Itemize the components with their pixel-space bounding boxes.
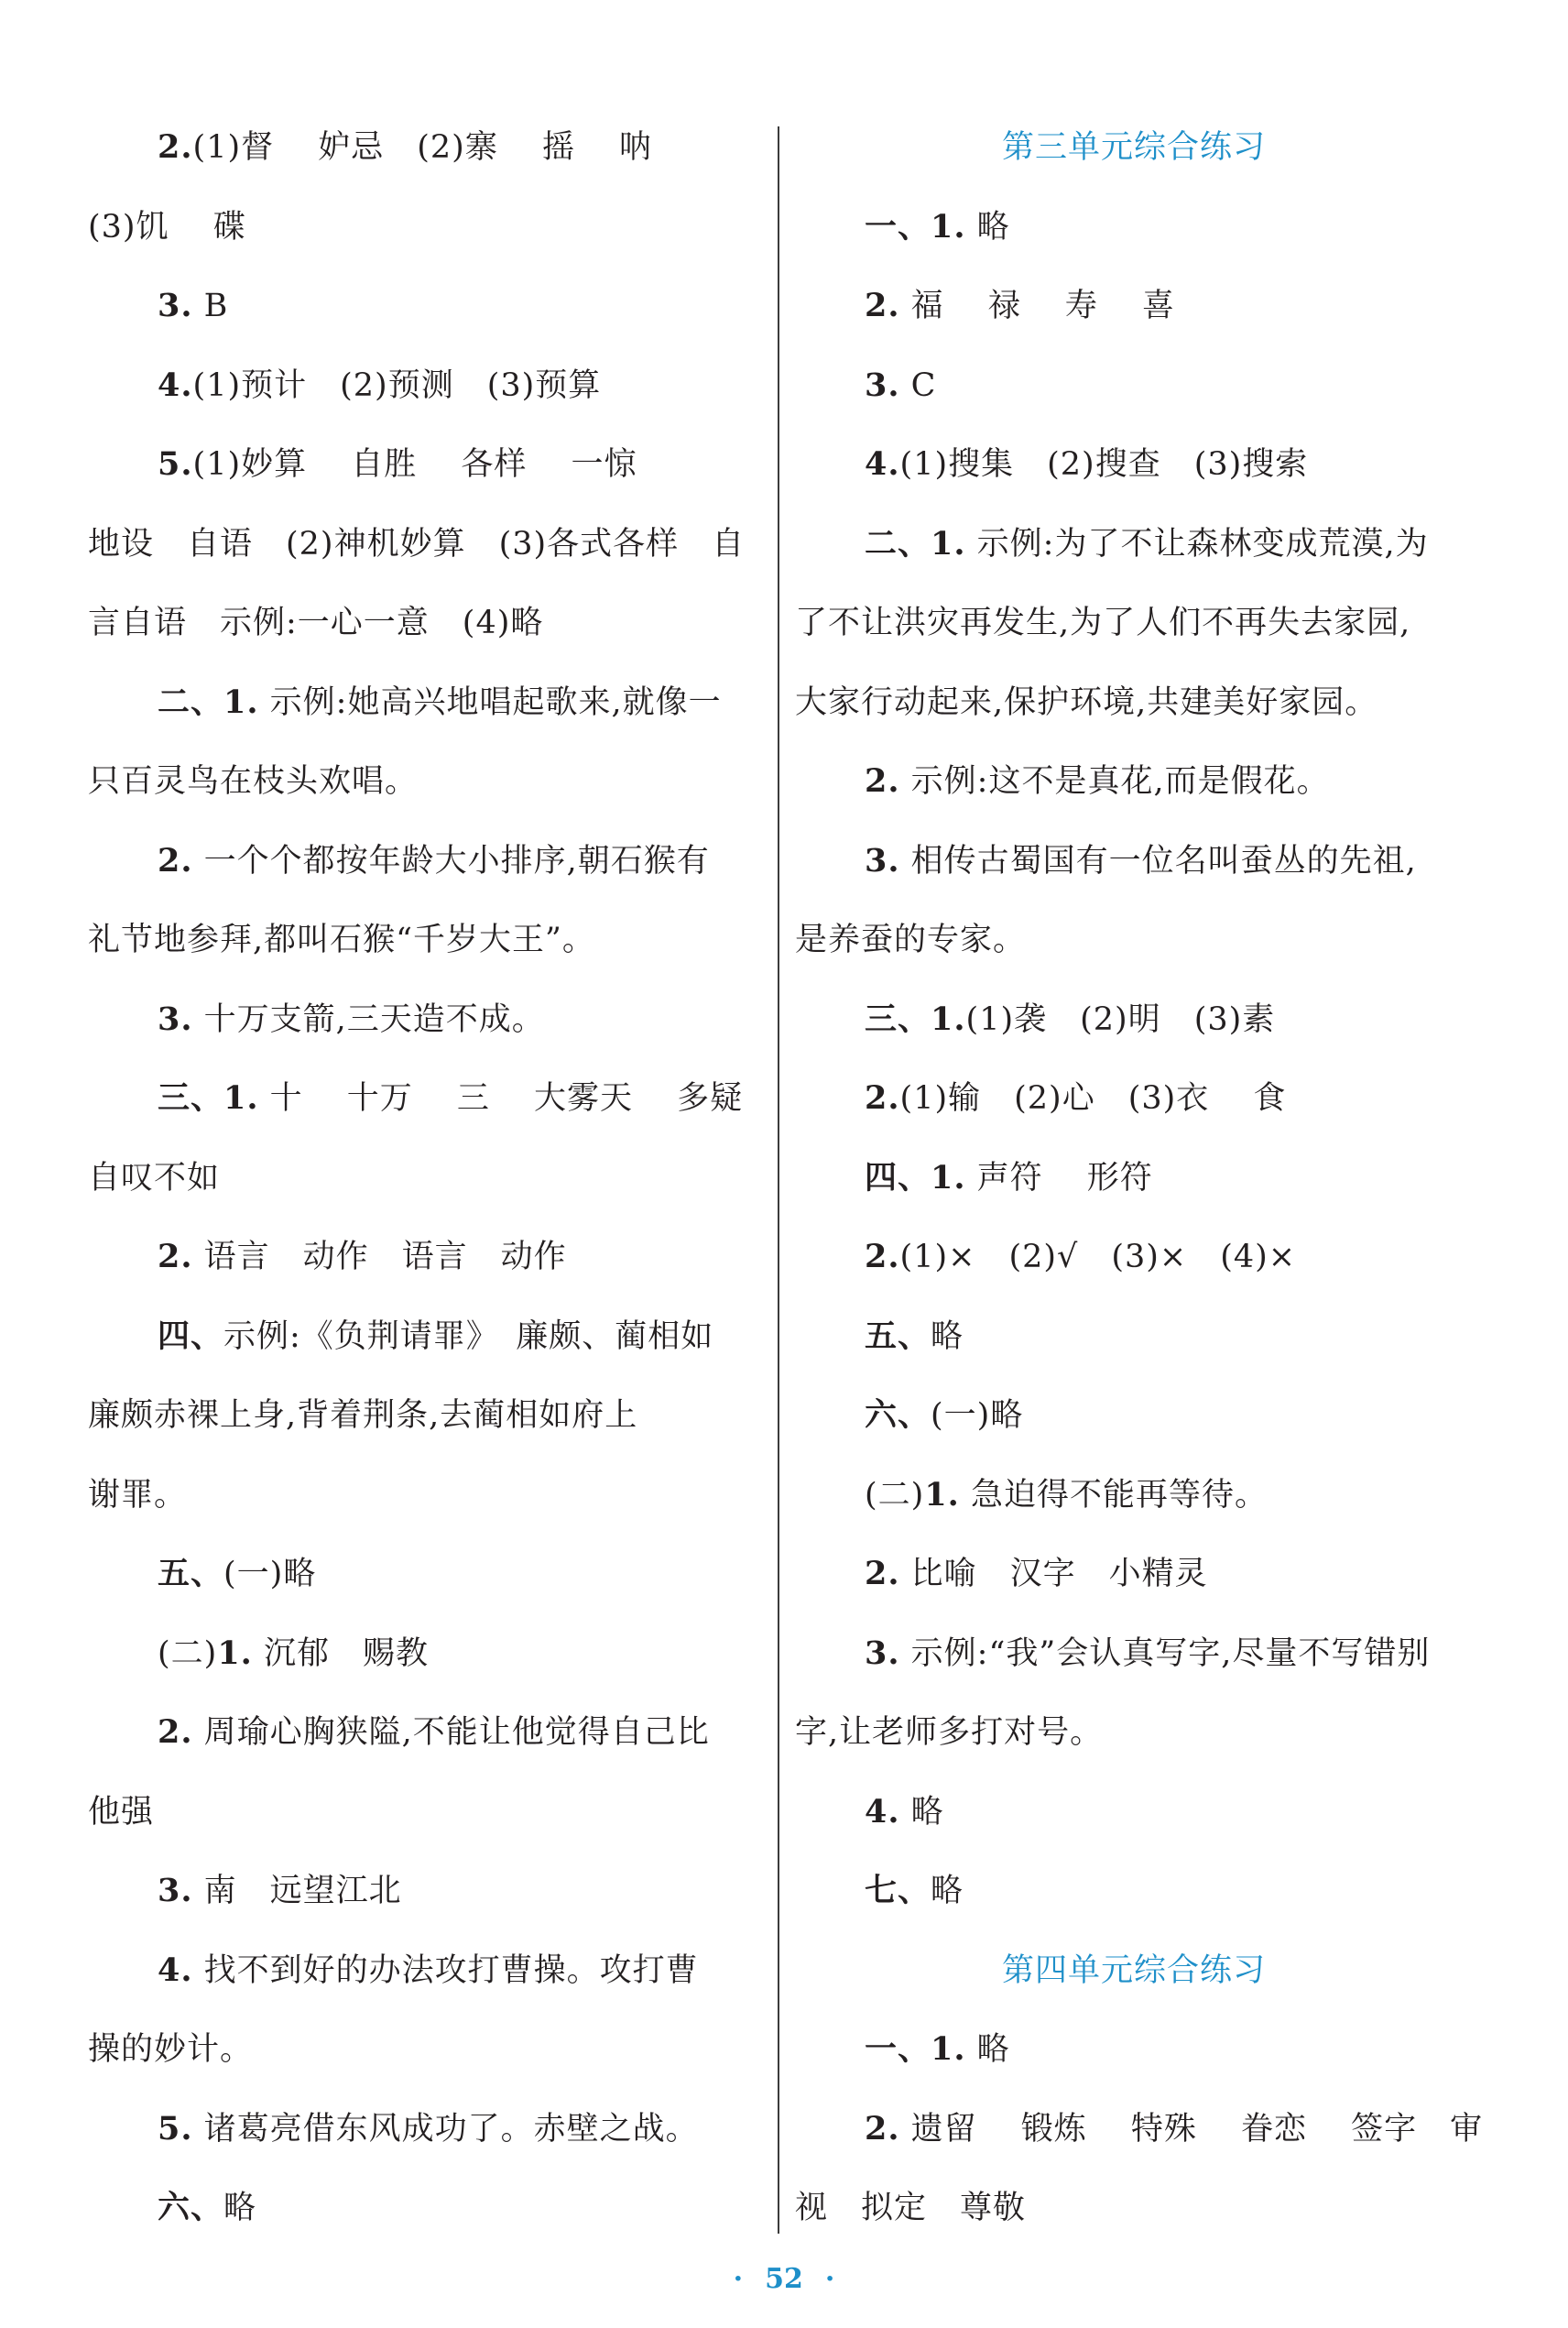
item-number: 四、 [158,1317,224,1355]
answer-text: 谢罪。 [88,1476,188,1514]
answer-text: 诸葛亮借东风成功了。赤壁之战。 [192,2110,699,2148]
item-number: 3. [865,366,900,404]
answer-line [88,663,766,743]
item-number: 4. [865,445,900,483]
answer-text: 一个个都按年龄大小排序,朝石猴有 [192,842,710,880]
item-number: 六、 [865,1396,931,1434]
item-number: 2. [158,128,193,166]
answer-line [795,346,1473,426]
column-divider [778,126,779,2234]
answer-text: 沉郁 赐教 [252,1634,429,1672]
answer-line [88,901,766,980]
answer-text: (1)搜集 (2)搜查 (3)搜索 [899,446,1309,483]
answer-text: 略 [223,2190,257,2226]
answer-text: 是养蚕的专家。 [795,922,1027,958]
answer-text: (1)袭 (2)明 (3)素 [965,1000,1276,1038]
answer-line [795,980,1473,1060]
answer-text: 示例:她高兴地唱起歌来,就像一 [258,683,722,721]
section-heading: 第三单元综合练习 [1001,129,1266,166]
answer-text: 操的妙计。 [88,2031,254,2068]
answer-line [88,980,766,1060]
item-number: 1. [217,1634,253,1672]
item-number: 1. [924,1475,960,1514]
answer-line [88,267,766,346]
answer-line [88,1218,766,1297]
answer-text: 言自语 示例:一心一意 (4)略 [88,605,544,641]
answer-line [88,1535,766,1614]
answer-line [88,584,766,663]
answer-text: 十 十万 三 大雾天 多疑 [258,1080,744,1117]
answer-text: 字,让老师多打对号。 [795,1714,1104,1751]
answer-text: 略 [899,1793,944,1831]
item-number: 3. [158,1000,193,1038]
answer-line [795,188,1473,268]
answer-line [795,1693,1473,1773]
answer-line [88,505,766,585]
answer-line [88,108,766,188]
left-column [88,108,766,2248]
answer-text: 略 [965,2031,1010,2068]
answer-line [795,267,1473,346]
answer-line [795,425,1473,505]
answer-line [795,1773,1473,1853]
item-number: 一、1. [865,2030,966,2068]
answer-line [88,1456,766,1536]
item-number: 3. [158,1872,193,1909]
answer-text: (二) [865,1476,925,1514]
item-number: 六、 [158,2189,224,2226]
answer-line [88,346,766,426]
answer-text: 周瑜心胸狭隘,不能让他觉得自己比 [192,1714,710,1751]
item-number: 3. [865,841,900,880]
answer-line [795,822,1473,902]
answer-line [795,742,1473,822]
answer-text: B [192,288,229,324]
answer-text: 大家行动起来,保护环境,共建美好家园。 [795,683,1378,721]
answer-text: 急迫得不能再等待。 [959,1476,1268,1514]
answer-text: 示例:“我”会认真写字,尽量不写错别 [899,1634,1431,1672]
answer-text: 示例:为了不让森林变成荒漠,为 [965,525,1429,563]
answer-line [88,1773,766,1853]
answer-line [795,1376,1473,1456]
item-number: 四、1. [865,1158,966,1197]
answer-line [88,425,766,505]
item-number: 五、 [158,1555,224,1592]
answer-line [795,1297,1473,1377]
answer-text: 视 拟定 尊敬 [795,2190,1027,2226]
answer-text: (3)饥 碟 [88,208,246,246]
answer-line [88,1376,766,1456]
answer-line [88,2169,766,2248]
answer-line [88,1931,766,2011]
item-number: 2. [158,1238,193,1275]
answer-line [795,1614,1473,1694]
answer-line [88,1297,766,1377]
item-number: 三、1. [865,1000,966,1038]
item-number: 5. [158,445,193,483]
answer-line [795,1218,1473,1297]
item-number: 七、 [865,1872,931,1909]
answer-text: 廉颇赤裸上身,背着荆条,去蔺相如府上 [88,1397,638,1434]
answer-text: 南 远望江北 [192,1873,402,1909]
answer-line [795,1852,1473,1931]
answer-text: 福 禄 寿 喜 [899,288,1176,324]
answer-text: C [899,366,937,404]
answer-text: (1)妙算 自胜 各样 一惊 [192,446,637,483]
answer-line [795,2090,1484,2170]
answer-line [795,663,1473,743]
answer-text: 遗留 锻炼 特殊 眷恋 签字 审 [899,2110,1484,2148]
item-number: 二、1. [865,524,966,563]
answer-text: (一)略 [931,1397,1024,1434]
answer-line [88,1693,766,1773]
right-column [795,108,1484,2248]
answer-line [795,505,1473,585]
item-number: 2. [865,1238,900,1275]
answer-line [88,2010,766,2090]
answer-line [795,1059,1473,1139]
answer-line [795,2010,1473,2090]
answer-text: 十万支箭,三天造不成。 [192,1000,545,1038]
answer-text: 示例:这不是真花,而是假花。 [899,763,1330,800]
answer-text: 了不让洪灾再发生,为了人们不再失去家园, [795,605,1411,641]
answer-line [795,1139,1473,1219]
answer-text: 声符 形符 [965,1159,1153,1197]
item-number: 3. [158,287,193,324]
answer-text: (1)输 (2)心 (3)衣 食 [899,1080,1287,1117]
item-number: 2. [865,1555,900,1592]
answer-line [88,1852,766,1931]
answer-text: 找不到好的办法攻打曹操。攻打曹 [192,1951,699,1989]
answer-text: (一)略 [223,1556,317,1592]
item-number: 一、1. [865,207,966,246]
answer-text: 略 [965,208,1010,246]
answer-line [795,901,1473,980]
answer-text: 比喻 汉字 小精灵 [899,1556,1208,1592]
item-number: 2. [865,287,900,324]
answer-line [795,2169,1473,2248]
answer-text: 只百灵鸟在枝头欢唱。 [88,763,419,800]
item-number: 4. [158,366,193,404]
answer-text: (1)× (2)√ (3)× (4)× [899,1239,1297,1275]
item-number: 五、 [865,1317,931,1355]
item-number: 2. [865,762,900,800]
answer-line [88,1059,766,1139]
item-number: 2. [865,2109,900,2148]
item-number: 2. [158,1713,193,1751]
answer-text: 自叹不如 [88,1159,221,1197]
answer-line [88,188,766,268]
answer-text: 相传古蜀国有一位名叫蚕丛的先祖, [899,842,1417,880]
answer-text: 语言 动作 语言 动作 [192,1239,567,1275]
item-number: 2. [158,841,193,880]
answer-line [795,1456,1473,1536]
answer-text: 示例:《负荆请罪》 廉颇、蔺相如 [223,1317,714,1355]
answer-text: 地设 自语 (2)神机妙算 (3)各式各样 自 [88,525,746,563]
answer-line [795,1535,1473,1614]
page-number-dot-left: · [733,2263,744,2295]
item-number: 二、1. [158,683,259,721]
item-number: 2. [865,1079,900,1117]
answer-text: 略 [931,1317,964,1355]
item-number: 5. [158,2109,193,2148]
answer-text: (1)督 妒忌 (2)寨 摇 呐 [192,129,653,166]
item-number: 3. [865,1634,900,1672]
answer-text: (二) [158,1634,218,1672]
answer-line [795,584,1473,663]
page-number [0,2263,1568,2295]
item-number: 4. [865,1792,900,1831]
answer-line [88,822,766,902]
section-heading: 第四单元综合练习 [1001,1951,1266,1989]
answer-text: (1)预计 (2)预测 (3)预算 [192,366,602,404]
answer-text: 略 [931,1873,964,1909]
answer-line [88,1614,766,1694]
answer-text: 他强 [88,1793,155,1831]
page-number-dot-right: · [824,2263,835,2295]
answer-line [88,2090,766,2170]
answer-text: 礼节地参拜,都叫石猴“千岁大王”。 [88,922,595,958]
answer-line [88,742,766,822]
item-number: 4. [158,1951,193,1989]
item-number: 三、1. [158,1079,259,1117]
answer-line [88,1139,766,1219]
page-number-value: 52 [765,2263,803,2295]
